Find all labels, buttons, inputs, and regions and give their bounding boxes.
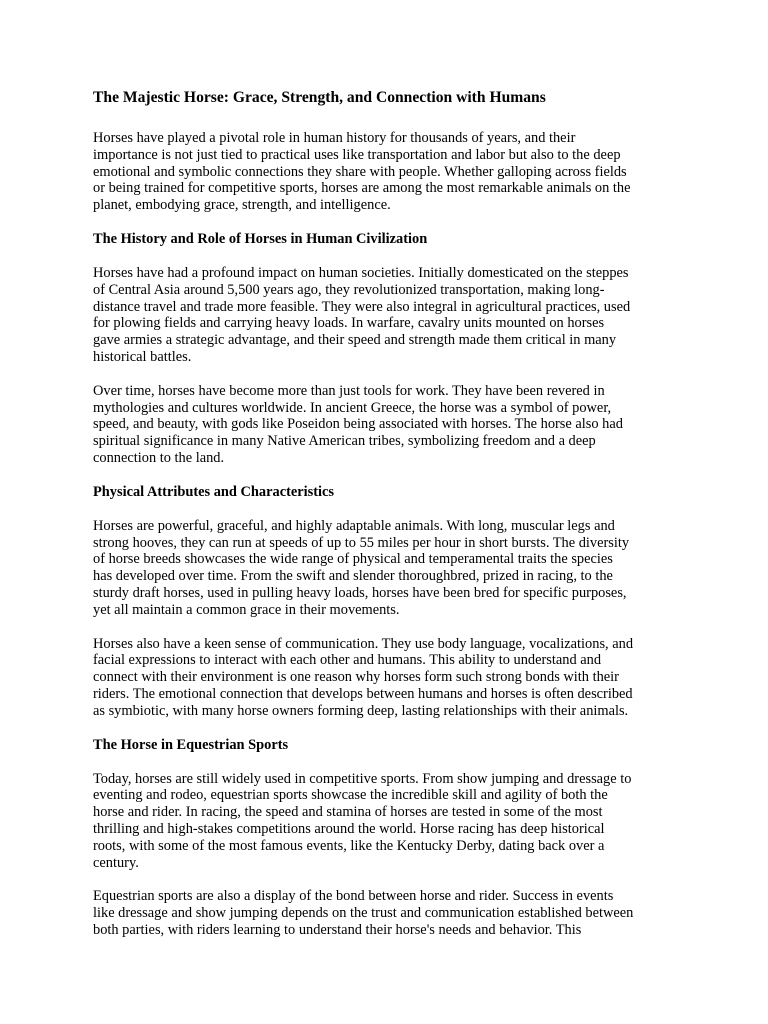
paragraph-line: horse and rider. In racing, the speed and stamina of horses are tested in some of the most bbox=[93, 804, 603, 821]
paragraph-line: eventing and rodeo, equestrian sports showcase the incredible skill and agility of both the bbox=[93, 787, 608, 804]
paragraph-line: Horses also have a keen sense of communication. They use body language, vocalizations, and bbox=[93, 635, 634, 652]
body-paragraph bbox=[93, 636, 678, 720]
section-heading: The History and Role of Horses in Human Civilization bbox=[93, 230, 428, 247]
document-body bbox=[93, 130, 678, 939]
paragraph-line: Horses are powerful, graceful, and highly adaptable animals. With long, muscular legs and bbox=[93, 517, 615, 534]
document-page bbox=[93, 88, 678, 956]
paragraph-line: distance travel and trade more feasible. They were also integral in agricultural practices, used bbox=[93, 298, 631, 315]
paragraph-line: mythologies and cultures worldwide. In ancient Greece, the horse was a symbol of power, bbox=[93, 399, 612, 416]
paragraph-line: both parties, with riders learning to understand their horse's needs and behavior. This bbox=[93, 921, 582, 938]
paragraph-line: thrilling and high-stakes competitions around the world. Horse racing has deep historical bbox=[93, 820, 605, 837]
paragraph-line: sturdy draft horses, used in pulling heavy loads, horses have been bred for specific purposes, bbox=[93, 584, 627, 601]
paragraph-line: as symbiotic, with many horse owners forming deep, lasting relationships with their animals. bbox=[93, 702, 629, 719]
paragraph-line: like dressage and show jumping depends on the trust and communication established between bbox=[93, 905, 634, 922]
paragraph-line: connect with their environment is one reason why horses form such strong bonds with their bbox=[93, 669, 619, 686]
paragraph-line: connection to the land. bbox=[93, 449, 225, 466]
body-paragraph bbox=[93, 888, 678, 938]
document-title: The Majestic Horse: Grace, Strength, and Connection with Humans bbox=[93, 89, 546, 106]
paragraph-line: Horses have had a profound impact on human societies. Initially domesticated on the steppes bbox=[93, 264, 629, 281]
section-heading: The Horse in Equestrian Sports bbox=[93, 736, 289, 753]
paragraph-line: emotional and symbolic connections they share with people. Whether galloping across fields bbox=[93, 163, 627, 180]
paragraph-line: or being trained for competitive sports, horses are among the most remarkable animals on the bbox=[93, 180, 631, 197]
body-paragraph bbox=[93, 518, 678, 619]
paragraph-line: speed, and beauty, with gods like Poseidon being associated with horses. The horse also had bbox=[93, 416, 623, 433]
body-paragraph bbox=[93, 265, 678, 366]
body-paragraph bbox=[93, 130, 678, 214]
paragraph-line: has developed over time. From the swift and slender thoroughbred, prized in racing, to the bbox=[93, 568, 613, 585]
paragraph-line: gave armies a strategic advantage, and their speed and strength made them critical in many bbox=[93, 332, 617, 349]
paragraph-line: century. bbox=[93, 854, 139, 871]
paragraph-line: Horses have played a pivotal role in human history for thousands of years, and their bbox=[93, 130, 576, 146]
paragraph-line: riders. The emotional connection that develops between humans and horses is often described bbox=[93, 685, 633, 702]
paragraph-line: strong hooves, they can run at speeds of up to 55 miles per hour in short bursts. The diversity bbox=[93, 534, 630, 551]
section-heading: Physical Attributes and Characteristics bbox=[93, 483, 335, 500]
paragraph-line: historical battles. bbox=[93, 348, 192, 365]
paragraph-line: Equestrian sports are also a display of the bond between horse and rider. Success in events bbox=[93, 888, 614, 905]
body-paragraph bbox=[93, 383, 678, 467]
paragraph-line: Over time, horses have become more than just tools for work. They have been revered in bbox=[93, 382, 605, 399]
paragraph-line: planet, embodying grace, strength, and intelligence. bbox=[93, 197, 391, 214]
paragraph-line: spiritual significance in many Native American tribes, symbolizing freedom and a deep bbox=[93, 433, 596, 450]
paragraph-line: yet all maintain a common grace in their movements. bbox=[93, 601, 400, 618]
paragraph-line: for plowing fields and carrying heavy loads. In warfare, cavalry units mounted on horses bbox=[93, 315, 605, 332]
paragraph-line: Today, horses are still widely used in competitive sports. From show jumping and dressage to bbox=[93, 770, 632, 787]
paragraph-line: of horse breeds showcases the wide range of physical and temperamental traits the species bbox=[93, 551, 613, 568]
body-paragraph bbox=[93, 771, 678, 872]
paragraph-line: of Central Asia around 5,500 years ago, they revolutionized transportation, making long- bbox=[93, 281, 605, 298]
paragraph-line: roots, with some of the most famous events, like the Kentucky Derby, dating back over a bbox=[93, 837, 605, 854]
paragraph-line: facial expressions to interact with each other and humans. This ability to understand and bbox=[93, 652, 602, 669]
paragraph-line: importance is not just tied to practical uses like transportation and labor but also to the deep bbox=[93, 146, 621, 163]
